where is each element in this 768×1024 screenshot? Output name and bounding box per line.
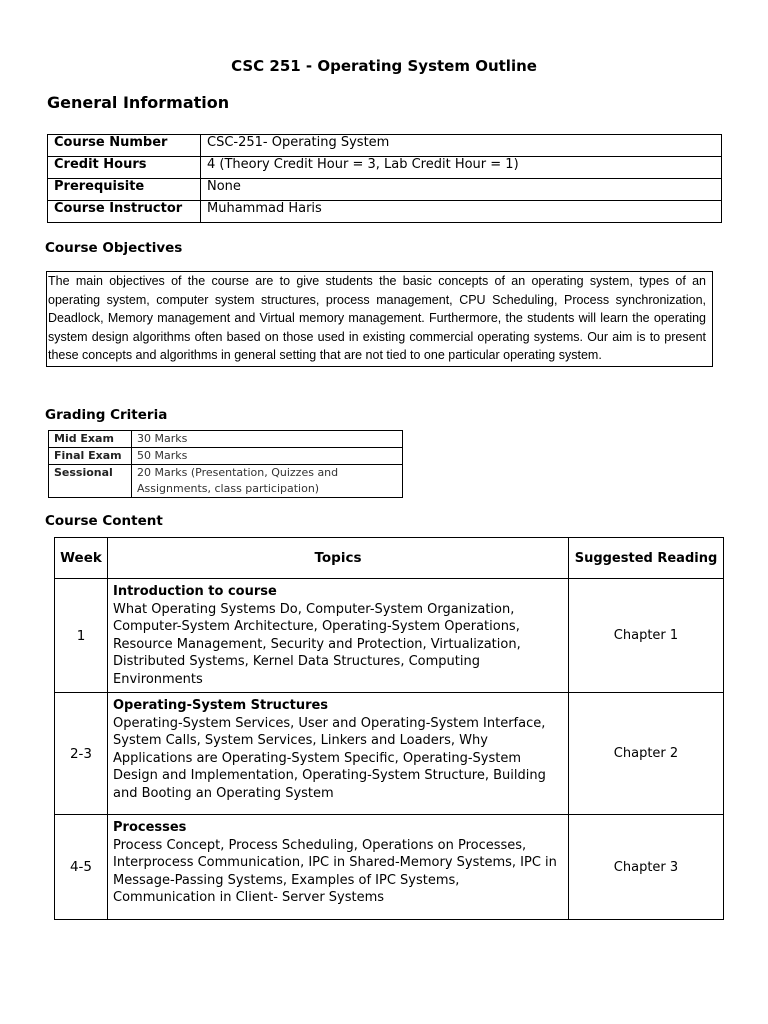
week-header: Week [55, 538, 108, 579]
table-row [49, 448, 403, 465]
topic-title: Processes [113, 820, 187, 835]
topics-header: Topics [108, 538, 569, 579]
table-row [48, 201, 722, 223]
table-row [55, 815, 724, 920]
final-exam-label: Final Exam [49, 448, 132, 465]
topics-cell [108, 815, 569, 920]
page-title: CSC 251 - Operating System Outline [231, 57, 537, 75]
topic-list: What Operating Systems Do, Computer-System Organization, Computer-System Architecture, Operating-System Operations, Resource Management, Security and Protection, Virtualization, Distributed Systems, Kernel Data Structures, Computing Environments [113, 601, 521, 687]
table-row [48, 179, 722, 201]
week-cell: 4-5 [55, 815, 108, 920]
general-info-table [47, 134, 722, 223]
course-instructor-value: Muhammad Haris [201, 201, 722, 223]
course-content-heading: Course Content [45, 513, 163, 529]
table-row [48, 157, 722, 179]
reading-cell: Chapter 3 [569, 815, 724, 920]
course-content-table [54, 537, 724, 920]
course-number-value: CSC-251- Operating System [201, 135, 722, 157]
table-row [49, 431, 403, 448]
topic-title: Introduction to course [113, 584, 277, 599]
table-header-row [55, 538, 724, 579]
grading-criteria-table [48, 430, 403, 498]
credit-hours-label: Credit Hours [48, 157, 201, 179]
course-number-label: Course Number [48, 135, 201, 157]
reading-cell: Chapter 1 [569, 579, 724, 693]
final-exam-value: 50 Marks [132, 448, 403, 465]
sessional-value: 20 Marks (Presentation, Quizzes and Assignments, class participation) [132, 465, 403, 498]
suggested-reading-header: Suggested Reading [569, 538, 724, 579]
mid-exam-label: Mid Exam [49, 431, 132, 448]
general-info-heading: General Information [47, 93, 230, 112]
table-row [48, 135, 722, 157]
topic-list: Operating-System Services, User and Operating-System Interface, System Calls, System Services, Linkers and Loaders, Why Applications are Operating-System Specific, Operating-System Design and Implementation, Operating-System Structure, Building and Booting an Operating System [113, 715, 546, 801]
table-row [49, 465, 403, 498]
week-cell: 1 [55, 579, 108, 693]
topic-title: Operating-System Structures [113, 698, 329, 713]
course-objectives-heading: Course Objectives [45, 240, 183, 256]
table-row [55, 579, 724, 693]
course-instructor-label: Course Instructor [48, 201, 201, 223]
topics-cell [108, 693, 569, 815]
topic-list: Process Concept, Process Scheduling, Operations on Processes, Interprocess Communication, IPC in Shared-Memory Systems, IPC in Message-Passing Systems, Examples of IPC Systems, Communication in Client- Server Systems [113, 837, 557, 905]
prerequisite-label: Prerequisite [48, 179, 201, 201]
prerequisite-value: None [201, 179, 722, 201]
table-row [55, 693, 724, 815]
course-objectives-text: The main objectives of the course are to give students the basic concepts of an operating system, types of an operating system, computer system structures, process management, CPU Scheduling, Process synchronization, Deadlock, Memory management and Virtual memory management. Furthermore, the students will learn the operating system design algorithms often based on those used in existing commercial operating systems. Our aim is to present these concepts and algorithms in general setting that are not tied to one particular operating system. [46, 271, 713, 367]
credit-hours-value: 4 (Theory Credit Hour = 3, Lab Credit Hour = 1) [201, 157, 722, 179]
mid-exam-value: 30 Marks [132, 431, 403, 448]
week-cell: 2-3 [55, 693, 108, 815]
grading-criteria-heading: Grading Criteria [45, 407, 168, 423]
reading-cell: Chapter 2 [569, 693, 724, 815]
sessional-label: Sessional [49, 465, 132, 498]
topics-cell [108, 579, 569, 693]
